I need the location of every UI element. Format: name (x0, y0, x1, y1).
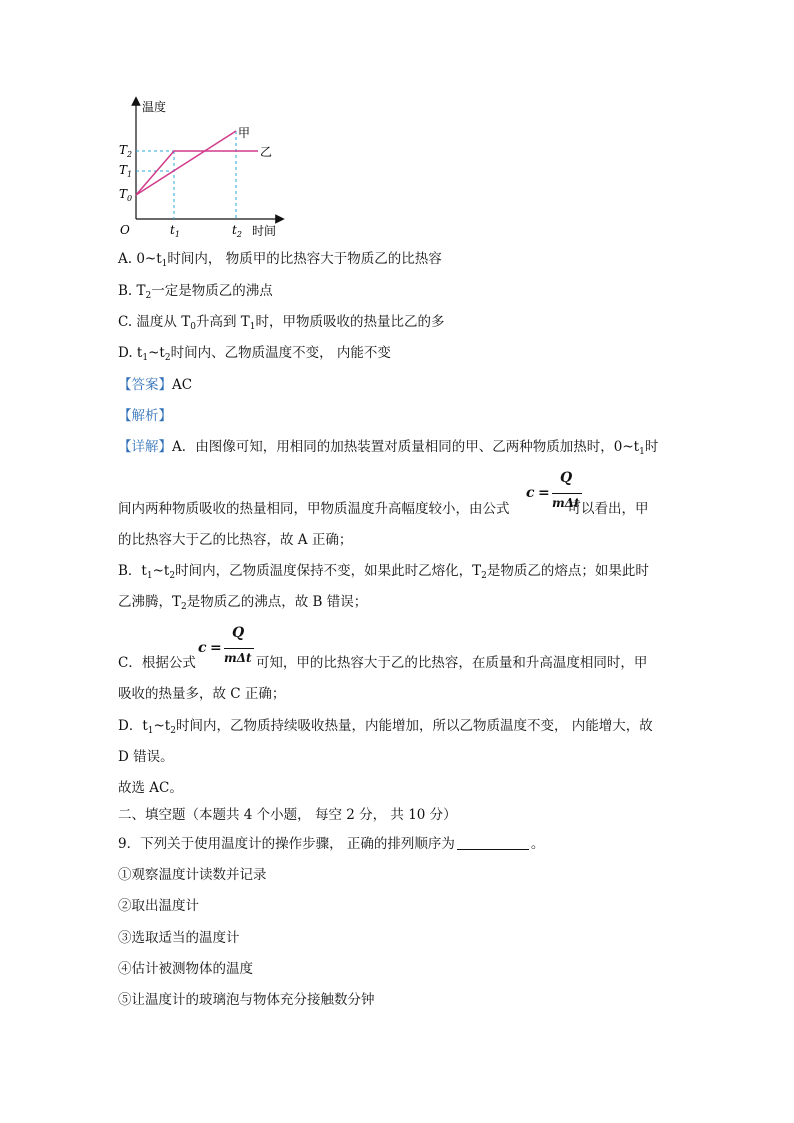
origin-label: O (120, 223, 130, 237)
detail-tag: 【详解】 (118, 439, 172, 455)
label-yi: 乙 (260, 145, 273, 159)
tx2-label: $t_2$ (232, 223, 242, 239)
step-5: ⑤让温度计的玻璃泡与物体充分接触数分钟 (118, 992, 375, 1008)
tx1-label: $t_1$ (170, 223, 180, 239)
x-axis-label: 时间 (252, 224, 277, 238)
formula-specific-heat-1: c = Q mΔt (526, 470, 586, 520)
answer-blank[interactable] (457, 836, 529, 850)
answer-value: AC (172, 377, 193, 393)
detail-line-1: 【详解】A．由图像可知，用相同的加热装置对质量相同的甲、乙两种物质加热时，$0\sim t_1$时 (118, 439, 659, 457)
answer-tag: 【答案】 (118, 377, 172, 393)
t2-label: $T_2$ (119, 143, 133, 159)
step-3: ③选取适当的温度计 (118, 930, 240, 946)
option-c: C. 温度从 $T_0$升高到 $T_1$时，甲物质吸收的热量比乙的多 (118, 314, 445, 332)
detail-line-2: 间内两种物质吸收的热量相同，甲物质温度升高幅度较小，由公式 可以看出，甲 (118, 501, 649, 517)
curve-jia (136, 131, 236, 195)
detail-line-b1: B．$t_1\sim t_2$时间内，乙物质温度保持不变，如果此时乙熔化，$T_2$是物质乙的熔点；如果此时 (118, 563, 649, 581)
step-1: ①观察温度计读数并记录 (118, 867, 267, 883)
temperature-time-graph (110, 95, 290, 240)
section-heading: 二、填空题（本题共 4 个小题， 每空 2 分， 共 10 分） (118, 807, 457, 823)
step-2: ②取出温度计 (118, 898, 199, 914)
detail-line-c2: 吸收的热量多，故 C 正确； (118, 686, 286, 702)
detail-line-3: 的比热容大于乙的比热容，故 A 正确； (118, 532, 353, 548)
option-a: A. $0\sim t_1$时间内， 物质甲的比热容大于物质乙的比热容 (118, 251, 442, 269)
option-b: B. $T_2$一定是物质乙的沸点 (118, 283, 273, 301)
question-9: 9．下列关于使用温度计的操作步骤， 正确的排列顺序为 。 (118, 836, 545, 852)
option-d: D. $t_1\sim t_2$时间内、乙物质温度不变， 内能不变 (118, 345, 391, 363)
t0-label: $T_0$ (119, 187, 133, 203)
step-4: ④估计被测物体的温度 (118, 961, 253, 977)
conclusion: 故选 AC。 (118, 780, 183, 796)
label-jia: 甲 (238, 126, 251, 140)
detail-line-d1: D．$t_1\sim t_2$时间内，乙物质持续吸收热量，内能增加，所以乙物质温度不变， 内能增大，故 (118, 718, 653, 736)
detail-line-d2: D 错误。 (118, 749, 174, 765)
detail-line-b2: 乙沸腾，$T_2$是物质乙的沸点，故 B 错误； (118, 594, 368, 612)
curve-yi (136, 151, 258, 195)
analysis-tag: 【解析】 (118, 408, 172, 424)
answer (118, 376, 192, 394)
y-axis-label: 温度 (142, 100, 167, 114)
formula-specific-heat-2: c = Q mΔt (198, 625, 258, 675)
detail-line-c1: C．根据公式 可知，甲的比热容大于乙的比热容，在质量和升高温度相同时，甲 (118, 655, 648, 671)
t1-label: $T_1$ (119, 163, 133, 179)
